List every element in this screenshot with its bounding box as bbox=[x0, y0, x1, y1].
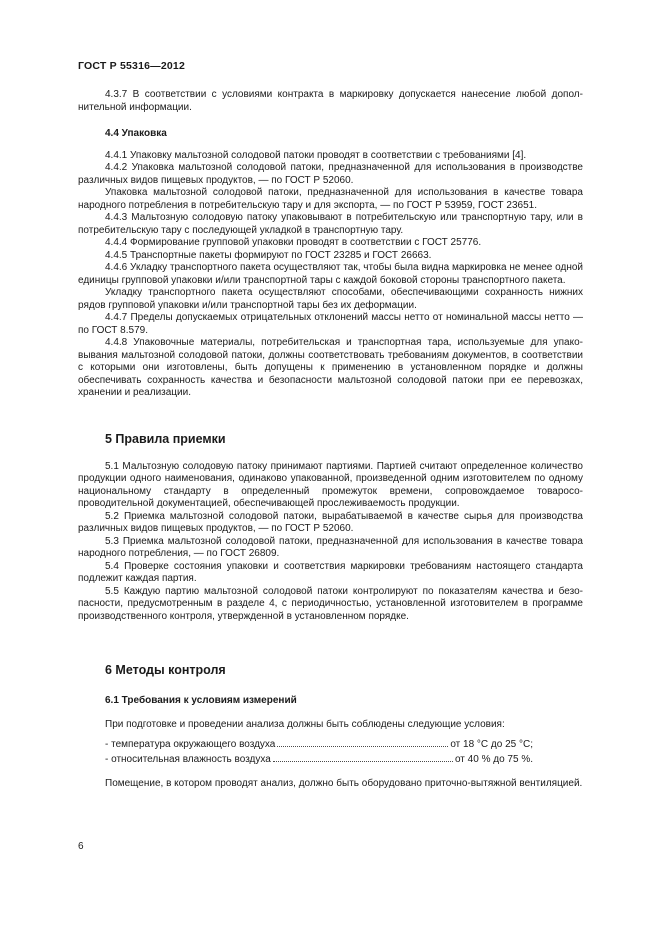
paragraph-4-4-6: 4.4.6 Укладку транспортного пакета осуществляют так, чтобы была видна маркировка не менее одной единицы групповой упаковки и/или транспортной тары с каждой боковой стороны транспортного пакета. bbox=[78, 262, 583, 286]
condition-value: от 18 °С до 25 °С; bbox=[450, 739, 533, 750]
document-content bbox=[78, 60, 583, 791]
condition-label: - относительная влажность воздуха bbox=[105, 753, 271, 765]
section-heading-6: 6 Методы контроля bbox=[105, 663, 226, 677]
paragraph-4-3-7: 4.3.7 В соответствии с условиями контракта в маркировку допускается нанесение любой дополнительной информации. bbox=[78, 89, 583, 113]
paragraph-5-5: 5.5 Каждую партию мальтозной солодовой патоки контролируют по показателям качества и безопасности, предусмотренным в разделе 4, с периодичностью, установленной изготовителем в программе производственного контроля, утвержденной в установленном порядке. bbox=[78, 585, 583, 622]
paragraph-6-1-intro: При подготовке и проведении анализа должны быть соблюдены следующие условия: bbox=[105, 718, 505, 730]
condition-label: - температура окружающего воздуха bbox=[105, 739, 276, 750]
paragraph-4-4-2-cont: Упаковка мальтозной солодовой патоки, предназначенной для использования в качестве товара народного потребления в потребительскую тару и для экспорта, — по ГОСТ Р 53959, ГОСТ 23651. bbox=[78, 187, 583, 211]
running-header-standard-number: ГОСТ Р 55316—2012 bbox=[78, 60, 186, 72]
paragraph-4-4-3: 4.4.3 Мальтозную солодовую патоку упаковывают в потребительскую или транспортную тару, или в потребительскую тару с последующей укладкой в транспортную тару. bbox=[78, 212, 583, 236]
paragraph-4-4-6-cont: Укладку транспортного пакета осуществляют способами, обеспечивающими сохранность нижних рядов групповой упаковки и/или транспортной тары без их деформации. bbox=[78, 287, 583, 311]
paragraph-4-4-7: 4.4.7 Пределы допускаемых отрицательных отклонений массы нетто от номинальной массы нетто — по ГОСТ 8.579. bbox=[78, 312, 583, 336]
paragraph-5-2: 5.2 Приемка мальтозной солодовой патоки, вырабатываемой в качестве сырья для производства различных видов пищевых продуктов, — по ГОСТ Р 52060. bbox=[78, 510, 583, 534]
dot-leader bbox=[273, 752, 453, 762]
condition-row-humidity bbox=[105, 752, 533, 767]
paragraph-4-4-8: 4.4.8 Упаковочные материалы, потребительская и транспортная тара, используемые для упаковывания мальтозной солодовой патоки, должны соответствовать требованиям документов, в соответствии с которыми они изготовлены, быть допущены к применению в установленном порядке и должны обеспечивать сохранность качества и безопасности мальтозной солодовой патоки при ее перевозках, хранении и реализации. bbox=[78, 337, 583, 398]
paragraph-4-4-2: 4.4.2 Упаковка мальтозной солодовой патоки, предназначенной для использования в производстве различных видов пищевых продуктов, — по ГОСТ Р 52060. bbox=[78, 162, 583, 186]
section-heading-6-1: 6.1 Требования к условиям измерений bbox=[105, 695, 297, 706]
paragraph-5-3: 5.3 Приемка мальтозной солодовой патоки, предназначенной для использования в качестве товара народного потребления, — по ГОСТ 26809. bbox=[78, 535, 583, 559]
paragraph-4-4-5: 4.4.5 Транспортные пакеты формируют по ГОСТ 23285 и ГОСТ 26663. bbox=[105, 249, 432, 261]
paragraph-4-4-4: 4.4.4 Формирование групповой упаковки проводят в соответствии с ГОСТ 25776. bbox=[105, 237, 482, 248]
paragraph-5-1: 5.1 Мальтозную солодовую патоку принимают партиями. Партией считают определенное количество продукции одного наименования, одинаково упакованной, произведенной одним изготовителем по одному национальному стандарту в определенный промежуток времени, сопровождаемое товаросопроводительной документацией, обеспечивающей прослеживаемость продукции. bbox=[78, 460, 583, 509]
paragraph-5-4: 5.4 Проверке состояния упаковки и соответствия маркировки требованиям настоящего стандарта подлежит каждая партия. bbox=[78, 560, 583, 584]
paragraph-4-4-1: 4.4.1 Упаковку мальтозной солодовой патоки проводят в соответствии с требованиями [4]. bbox=[105, 149, 527, 161]
page-number: 6 bbox=[78, 841, 84, 852]
condition-value: от 40 % до 75 %. bbox=[454, 753, 533, 765]
measurement-conditions-list bbox=[105, 737, 533, 766]
section-heading-5: 5 Правила приемки bbox=[105, 431, 226, 446]
dot-leader bbox=[277, 737, 448, 747]
paragraph-6-1-note: Помещение, в котором проводят анализ, должно быть оборудовано приточно-вытяжной вентиляцией. bbox=[105, 778, 583, 789]
section-heading-4-4: 4.4 Упаковка bbox=[105, 128, 167, 139]
condition-row-temperature bbox=[105, 737, 533, 752]
